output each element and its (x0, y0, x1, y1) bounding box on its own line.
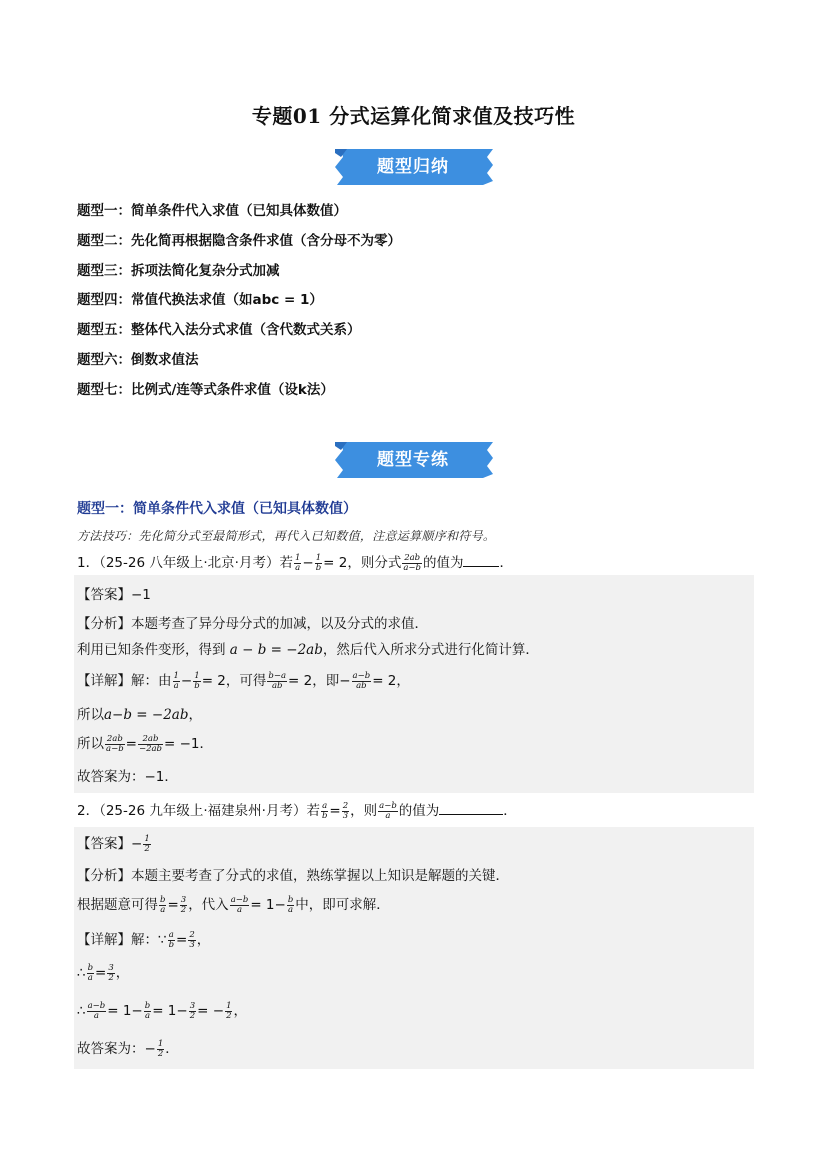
q2-mid: ，则 (350, 803, 378, 819)
fraction-numerator: b (160, 894, 166, 905)
fraction (189, 1002, 196, 1021)
fraction-denominator: 2 (189, 1010, 196, 1021)
fraction (144, 1002, 151, 1021)
section-heading: 题型一：简单条件代入求值（已知具体数值） (77, 501, 357, 517)
fraction-denominator: a (87, 972, 93, 983)
analysis-text: 中，即可求解． (295, 897, 390, 913)
detail-label: 【详解】 (77, 673, 131, 689)
fraction (193, 672, 200, 691)
fraction (143, 835, 150, 854)
answer-blank[interactable] (463, 554, 499, 567)
analysis-text: 利用已知条件变形，得到 (77, 642, 226, 658)
detail-text: 所以 (77, 736, 104, 752)
analysis-text: 本题考查了异分母分式的加减，以及分式的求值． (131, 616, 428, 632)
detail-text: = 2， (372, 673, 410, 689)
banner-label: 题型专练 (377, 450, 449, 470)
fraction-numerator: b (144, 1000, 151, 1011)
banner-practice (333, 440, 493, 480)
q2-end: ． (503, 803, 517, 819)
detail-text: = −1． (164, 736, 214, 752)
detail-text: = 1− (152, 1003, 188, 1019)
answer-value: −1 (131, 587, 151, 603)
fraction-numerator: a−b (379, 800, 397, 811)
fraction-denominator: a (295, 562, 301, 573)
question-type-list (77, 200, 401, 409)
fraction (188, 931, 195, 950)
detail-line: 【详解】解：由 $\frac{1}{a}$ − $\frac{1}{b}$ = 2，可得 $\frac{b-a}{ab}$ = 2，即− $\frac{a-b}{ab}$ = 2， (77, 670, 410, 691)
detail-text: ∴ (77, 965, 86, 981)
page-title: 专题01 分式运算化简求值及技巧性 (251, 104, 576, 128)
detail-text: ． (165, 1041, 179, 1057)
detail-line-3 (77, 999, 247, 1021)
fraction-denominator: a (160, 904, 166, 915)
fraction-numerator: 2 (342, 800, 349, 811)
detail-text: 解：∵ (131, 932, 167, 948)
detail-text: 所以 (77, 707, 104, 723)
analysis-label: 【分析】 (77, 616, 131, 632)
fraction-denominator: 3 (189, 939, 195, 950)
final-answer-line (77, 1037, 179, 1059)
fraction-denominator: a (173, 680, 179, 691)
detail-text: = 1− (107, 1003, 143, 1019)
detail-line-2: ∴ $\frac{b}{a}$ = $\frac{3}{2}$ ， (77, 962, 130, 983)
fraction-denominator: a (385, 810, 391, 821)
math-expression: a − b = −2ab (229, 642, 323, 658)
fraction (180, 896, 187, 915)
q2-suffix: 的值为 (398, 803, 440, 819)
detail-text: ， (233, 1003, 247, 1019)
banner-label: 题型归纳 (377, 157, 449, 177)
detail-line-2 (77, 703, 202, 723)
q1-end: ． (499, 555, 513, 571)
type-item: 题型六：倒数求值法 (77, 351, 199, 368)
detail-text: 解：由 (131, 673, 172, 689)
fraction-numerator: b (287, 894, 294, 905)
detail-line-3: 所以 $\frac{2ab}{a-b}$ = $\frac{2ab}{-2ab}$ = −1． (77, 733, 214, 754)
answer-box-1 (74, 575, 754, 793)
type-item: 题型七：比例式/连等式条件求值（设k法） (77, 381, 334, 398)
math-expression: a−b = −2ab (104, 707, 189, 723)
detail-text: ∴ (77, 1003, 86, 1019)
answer-label: 【答案】 (77, 836, 131, 852)
detail-text: ， (196, 932, 211, 948)
method-tip: 方法技巧：先化简分式至最简形式，再代入已知数值，注意运算顺序和符号。 (77, 529, 496, 543)
answer-line (77, 832, 152, 854)
type-item: 题型五：整体代入法分式求值（含代数式关系） (77, 322, 361, 339)
fraction (378, 802, 398, 821)
fraction-numerator: 1 (194, 670, 200, 681)
fraction-denominator: ab (271, 680, 283, 691)
fraction (315, 554, 322, 573)
analysis-line (77, 612, 428, 632)
fraction-numerator: a−b (87, 1000, 106, 1011)
fraction-numerator: 1 (144, 833, 150, 844)
detail-text: = 2，可得 (201, 673, 267, 689)
fraction-denominator: b (315, 562, 322, 573)
detail-text: ， (115, 965, 130, 981)
detail-text: 故答案为：− (77, 1041, 156, 1057)
analysis-line-2 (77, 638, 539, 658)
fraction-numerator: 1 (173, 670, 179, 681)
fraction-denominator: a (236, 904, 243, 915)
fraction (352, 672, 372, 691)
fraction (87, 1002, 107, 1021)
analysis-line (77, 864, 509, 884)
fraction (173, 672, 180, 691)
fraction-numerator: b−a (268, 670, 287, 681)
fraction-denominator: 2 (144, 843, 150, 854)
fraction-denominator: 2 (108, 972, 114, 983)
fraction-denominator: 2 (157, 1048, 164, 1059)
fraction-denominator: a (144, 1010, 151, 1021)
fraction-denominator: −2ab (138, 743, 162, 754)
final-answer-line: 故答案为：−1． (77, 769, 178, 785)
fraction-denominator: ab (356, 680, 367, 691)
question-2: 2．（25-26 九年级上·福建泉州·月考）若 $\frac{a}{b}$ = $\frac{2}{3}$ ，则 $\frac{a-b}{a}$ 的值为 ． (77, 800, 517, 821)
fraction-denominator: a−b (403, 562, 421, 573)
fraction (138, 735, 163, 754)
fraction (267, 672, 287, 691)
q1-mid: = 2，则分式 (323, 555, 402, 571)
banner-question-types (333, 147, 493, 187)
fraction (168, 931, 175, 950)
fraction (230, 896, 250, 915)
fraction-numerator: 3 (108, 962, 114, 973)
fraction (105, 735, 125, 754)
fraction-numerator: 2ab (106, 733, 123, 744)
fraction-numerator: a−b (230, 894, 249, 905)
question-1: 1．（25-26 八年级上·北京·月考）若 $\frac{1}{a}$ − $\frac{1}{b}$ = 2，则分式 $\frac{2ab}{a-b}$ 的值为 ． (77, 552, 513, 573)
detail-text: = 2，即− (288, 673, 351, 689)
fraction-numerator: 2 (189, 929, 195, 940)
q2-prefix: 2．（25-26 九年级上·福建泉州·月考）若 (77, 803, 320, 819)
q1-suffix: 的值为 (422, 555, 464, 571)
fraction-numerator: b (87, 962, 94, 973)
fraction-denominator: b (168, 939, 175, 950)
detail-label: 【详解】 (77, 932, 131, 948)
answer-box-2 (74, 827, 754, 1069)
analysis-line-2: 根据题意可得 $\frac{b}{a}$ = $\frac{3}{2}$ ，代入 $\frac{a-b}{a}$ = 1− $\frac{b}{a}$ 中，即可求解． (77, 894, 390, 915)
type-item: 题型二：先化简再根据隐含条件求值（含分母不为零） (77, 232, 401, 249)
fraction-denominator: b (321, 810, 328, 821)
answer-line (77, 583, 151, 603)
fraction-numerator: a−b (352, 670, 371, 681)
fraction-denominator: 2 (180, 904, 187, 915)
fraction-numerator: 3 (180, 894, 187, 905)
fraction (402, 554, 422, 573)
fraction-numerator: 1 (157, 1038, 164, 1049)
fraction-numerator: 2ab (404, 552, 421, 563)
analysis-text: ，代入 (188, 897, 229, 913)
answer-label: 【答案】 (77, 587, 131, 603)
fraction (287, 896, 294, 915)
fraction-denominator: a−b (106, 743, 124, 754)
fraction (294, 554, 301, 573)
analysis-text: ，然后代入所求分式进行化简计算． (322, 642, 539, 658)
fraction-numerator: a (168, 929, 174, 940)
type-item: 题型四：常值代换法求值（如abc = 1） (77, 292, 323, 309)
detail-text: = − (197, 1003, 225, 1019)
fraction (157, 1040, 164, 1059)
fraction (225, 1002, 232, 1021)
type-item: 题型三：拆项法简化复杂分式加减 (77, 262, 280, 279)
fraction-numerator: a (322, 800, 328, 811)
analysis-text: = 1− (250, 897, 286, 913)
analysis-text: 本题主要考查了分式的求值，熟练掌握以上知识是解题的关键． (131, 868, 509, 884)
q1-prefix: 1．（25-26 八年级上·北京·月考）若 (77, 555, 293, 571)
fraction-denominator: 2 (226, 1010, 232, 1021)
analysis-label: 【分析】 (77, 868, 131, 884)
fraction-denominator: 3 (342, 810, 349, 821)
fraction (107, 964, 114, 983)
detail-text: ， (188, 707, 202, 723)
fraction-numerator: 2ab (138, 735, 163, 745)
fraction-denominator: a (93, 1010, 99, 1021)
fraction-numerator: 1 (226, 1000, 232, 1011)
fraction (342, 802, 349, 821)
fraction (159, 896, 166, 915)
answer-value: − (131, 836, 143, 852)
fraction-numerator: 3 (189, 1000, 196, 1011)
fraction-denominator: b (194, 680, 200, 691)
type-item: 题型一：简单条件代入求值（已知具体数值） (77, 203, 347, 219)
fraction-denominator: a (288, 904, 294, 915)
fraction-numerator: 1 (294, 552, 301, 563)
detail-line: 【详解】解：∵ $\frac{a}{b}$ = $\frac{2}{3}$ ， (77, 929, 211, 950)
answer-blank[interactable] (439, 802, 503, 815)
fraction (321, 802, 328, 821)
analysis-text: 根据题意可得 (77, 897, 158, 913)
fraction-numerator: 1 (315, 552, 322, 563)
fraction (87, 964, 94, 983)
